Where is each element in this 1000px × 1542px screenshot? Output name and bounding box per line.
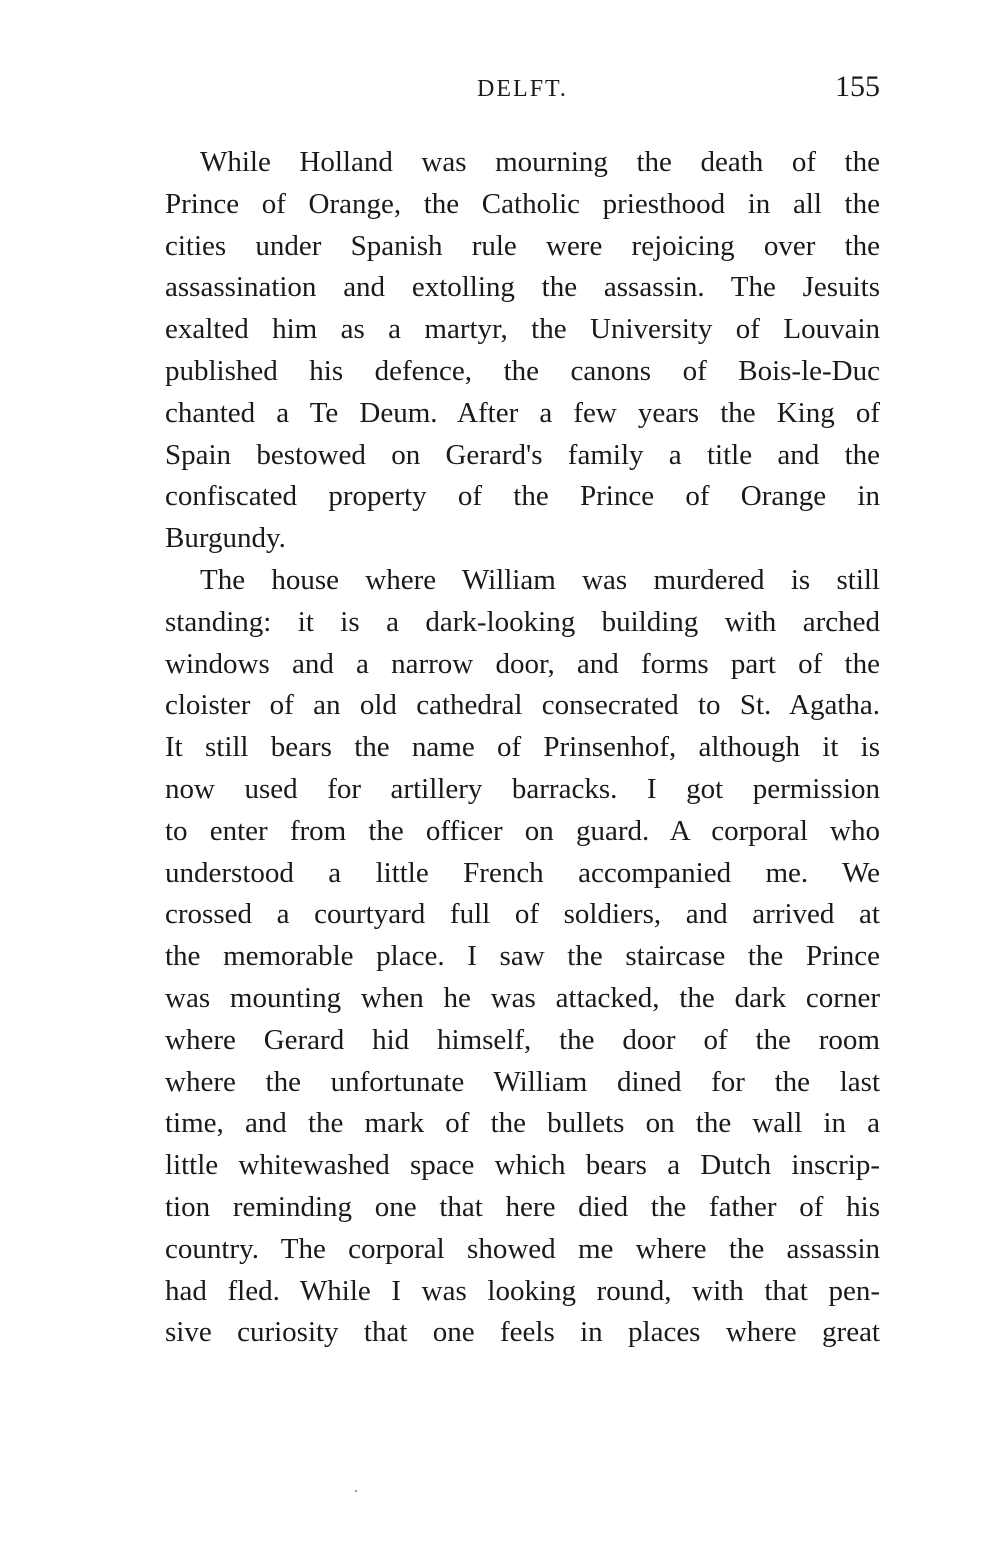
text-line: The house where William was murdered is still	[200, 563, 880, 596]
text-line: exalted him as a martyr, the University of Louvain	[165, 313, 880, 346]
text-line: crossed a courtyard full of soldiers, and arrived at	[165, 898, 880, 931]
text-line: chanted a Te Deum. After a few years the King of	[165, 396, 880, 429]
text-line: sive curiosity that one feels in places where great	[165, 1316, 880, 1349]
page-number: 155	[835, 70, 880, 103]
text-line: It still bears the name of Prinsenhof, although it is	[165, 731, 880, 764]
text-line: was mounting when he was attacked, the dark corner	[165, 981, 880, 1014]
text-line: tion reminding one that here died the father of his	[165, 1190, 880, 1223]
text-line: published his defence, the canons of Bois-le-Duc	[165, 354, 880, 387]
text-line: where Gerard hid himself, the door of the room	[165, 1023, 880, 1056]
text-line: assassination and extolling the assassin. The Jesuits	[165, 271, 880, 304]
text-line: While Holland was mourning the death of the	[200, 146, 880, 178]
text-line: windows and a narrow door, and forms part of the	[165, 647, 880, 680]
text-line: cities under Spanish rule were rejoicing over the	[165, 229, 880, 262]
text-line: Burgundy.	[165, 522, 286, 555]
text-line: little whitewashed space which bears a Dutch inscrip-	[165, 1149, 880, 1182]
text-line: the memorable place. I saw the staircase the Prince	[165, 940, 880, 973]
text-line: where the unfortunate William dined for the last	[165, 1065, 880, 1098]
running-head: DELFT.	[477, 76, 568, 102]
text-line: had fled. While I was looking round, with that pen-	[165, 1274, 880, 1307]
text-line: time, and the mark of the bullets on the wall in a	[165, 1107, 880, 1140]
text-line: understood a little French accompanied me. We	[165, 856, 880, 889]
body-text	[165, 142, 880, 1354]
text-line: Spain bestowed on Gerard's family a title and the	[165, 438, 880, 471]
text-line: cloister of an old cathedral consecrated to St. Agatha.	[165, 689, 880, 722]
text-line: now used for artillery barracks. I got permission	[165, 772, 880, 805]
text-line: confiscated property of the Prince of Orange in	[165, 480, 880, 513]
page-header	[165, 68, 880, 108]
text-line: Prince of Orange, the Catholic priesthood in all the	[165, 187, 880, 220]
print-speck	[355, 1490, 357, 1492]
text-line: standing: it is a dark-looking building with arched	[165, 605, 880, 638]
text-line: country. The corporal showed me where the assassin	[165, 1232, 880, 1265]
text-line: to enter from the officer on guard. A corporal who	[165, 814, 880, 847]
